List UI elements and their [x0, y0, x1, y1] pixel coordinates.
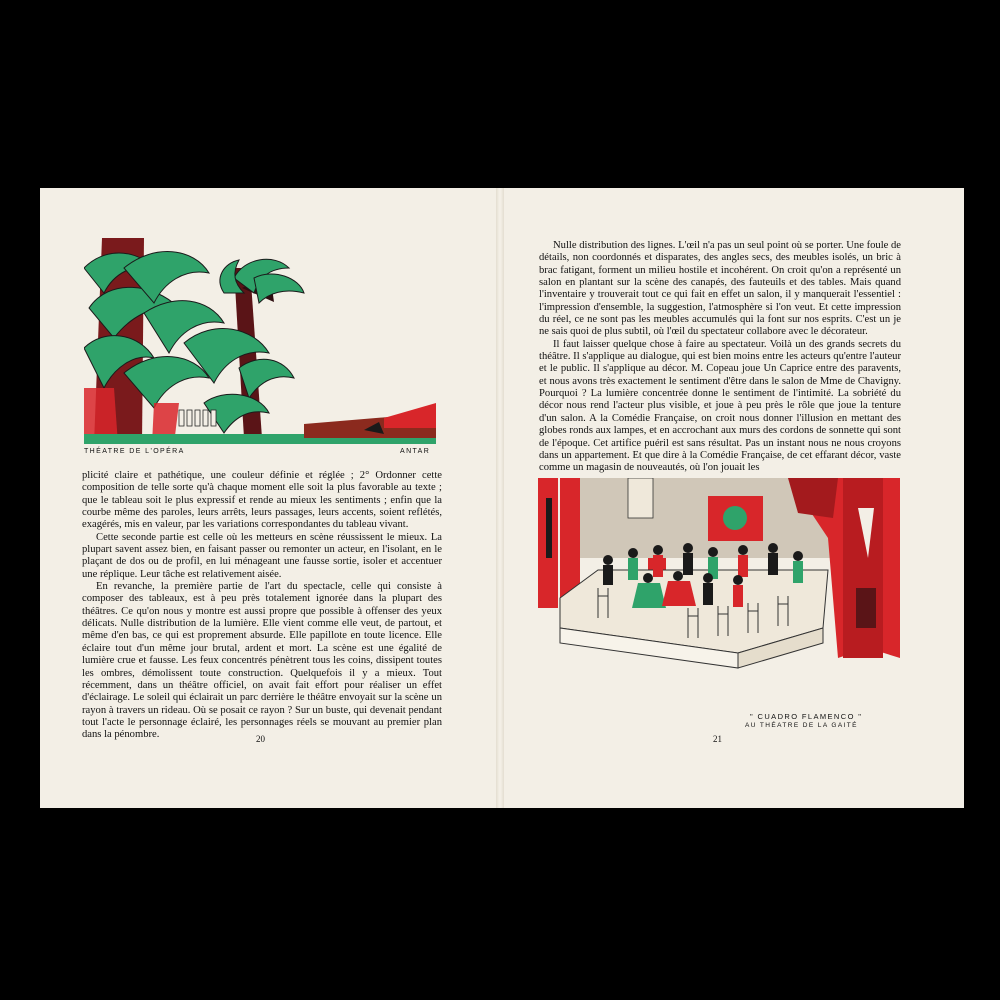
paragraph: Nulle distribution des lignes. L'œil n'a pas un seul point où se porter. Une foule de détails, non coordonnés et disparates, des angles secs, des meubles isolés, un bric à brac fatigant, forment un milieu hostile et incohérent. On croit qu'on a représenté un salon en plantant sur la scène des canapés, des fauteuils et des tables. Mais quand l'inventaire y trouverait tout ce qui fait en effet un salon, il y manquerait l'essentiel : l'impression d'ensemble, la suggestion, l'atmosphère si l'on veut. Et cette impression du réel, ce ne sont pas les meubles accumulés qui la font sur nos esprits. C'est un je ne sais quoi de plus subtil, où l'œil du spectateur collabore avec le décorateur.: [539, 240, 901, 338]
left-illustration-caption-left: THÉATRE DE L'OPÉRA: [84, 448, 185, 455]
paragraph: plicité claire et pathétique, une couleur définie et réglée ; 2° Ordonner cette composition de telle sorte qu'à chaque moment elle soit la plus favorable au texte ; que le tableau soit le plus expressif et rende au mieux les sentiments ; enfin que la courbe même des paroles, leurs arrêts, leurs passages, leurs accents, soient reflétés, exagérés, mis en valeur, par les variations correspondantes du tableau vivant.: [82, 470, 442, 531]
paragraph: Il faut laisser quelque chose à faire au spectateur. Voilà un des grands secrets du théâtre. Il s'applique au dialogue, qui est bien moins entre les acteurs qu'entre l'auteur et le public. Il s'applique au décor. M. Copeau joue Un Caprice entre des paravents, et nous avons très exactement le sentiment d'être dans le salon de Mme de Chavigny. Pourquoi ? La lumière concentrée donne le sentiment de l'intimité. La sobriété du décor nous rend l'acteur plus visible, et joue à peu près le rôle que joue la tenture d'un salon. A la Comédie Française, on croit nous donner l'illusion en mettant des globes ronds aux lampes, et en accrochant aux murs des cordons de sonnette qui sont de l'époque. Cet artifice puéril est sans résultat. Pas un instant nous ne nous croyons dans un appartement. Et que dire à la Comédie Française, de cet effarant décor, vaste comme un magasin de nouveautés, où l'on jouait les: [539, 338, 901, 474]
right-page-body: [539, 240, 901, 475]
paragraph: En revanche, la première partie de l'art du spectacle, celle qui consiste à composer des tableaux, est à peu près totalement ignorée dans la plupart des théâtres. Ce qu'on nous y montre est aussi propre que possible à offenser des yeux délicats. Nulle distribution de la lumière. Elle vient comme elle veut, de partout, et même d'en bas, ce qui est proprement absurde. Elle papillote en toute licence. Elle éclaire tout d'un même jour brutal, ardent et mort. La scène est une égalité de lumière crue et fausse. Les feux concentrés pénètrent tous les coins, dissipent toutes les ombres, démolissent toute construction. Quelquefois il y a mieux. Tout récemment, dans un théâtre officiel, on avait fait effort pour réaliser un effet d'éclairage. Le soleil qui éclairait un parc derrière le théâtre envoyait sur la scène un rayon à travers un rideau. Où se posait ce rayon ? Sur un buste, qui devenait pendant tout l'acte le personnage éclairé, les personnages réels se mouvant au premier plan dans la pénombre.: [82, 581, 442, 741]
flamenco-stage-illustration: [538, 478, 900, 708]
palm-trees-illustration: [84, 238, 436, 444]
book-gutter: [496, 188, 504, 808]
right-page-number: 21: [713, 734, 722, 744]
paragraph: Cette seconde partie est celle où les metteurs en scène réussissent le mieux. La plupart savent assez bien, en faisant passer ou remonter un acteur, en l'isolant, en le plaçant de dos ou de profil, en lui ménageant une fausse sortie, isoler et accentuer une réplique. Leur tâche est relativement aisée.: [82, 531, 442, 580]
left-illustration-caption-right: ANTAR: [400, 448, 431, 455]
right-illustration-caption-line2: AU THÉATRE DE LA GAITÉ: [745, 722, 858, 729]
left-page-number: 20: [256, 734, 265, 744]
left-page-body: [82, 470, 442, 742]
right-illustration-caption-line1: " CUADRO FLAMENCO ": [750, 712, 863, 721]
